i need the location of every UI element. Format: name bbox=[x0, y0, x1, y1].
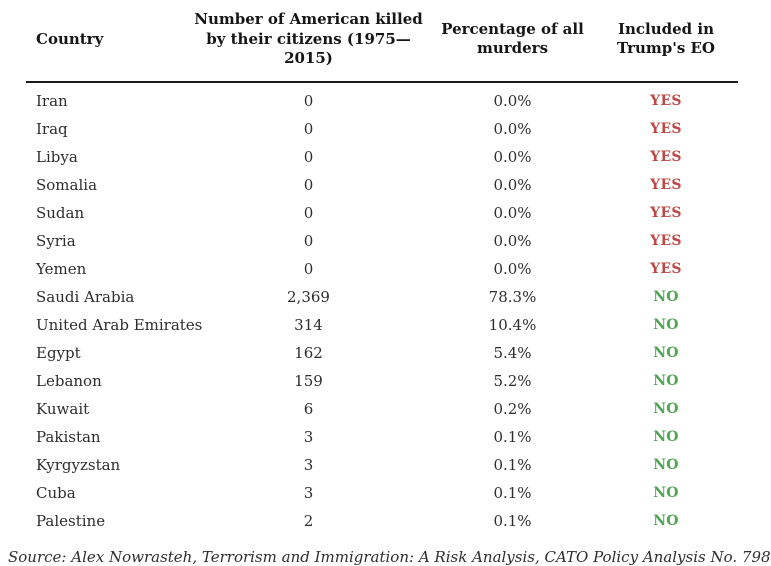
country-cell: Cuba bbox=[36, 483, 76, 502]
table-row bbox=[26, 143, 738, 171]
source-note: Source: Alex Nowrasteh, Terrorism and Immigration: A Risk Analysis, CATO Policy Analysis No. 798 bbox=[8, 547, 771, 566]
header-killed-count: Number of American killed by their citizens (1975—2015) bbox=[186, 6, 431, 82]
eo-cell: YES bbox=[650, 232, 682, 249]
country-cell: Iran bbox=[36, 91, 68, 110]
header-country: Country bbox=[26, 6, 186, 82]
table-row bbox=[26, 507, 738, 535]
table-row bbox=[26, 82, 738, 115]
eo-cell: NO bbox=[653, 484, 679, 501]
eo-cell: NO bbox=[653, 344, 679, 361]
killed-cell: 2,369 bbox=[287, 287, 330, 306]
eo-cell: NO bbox=[653, 400, 679, 417]
percentage-cell: 0.1% bbox=[493, 511, 532, 530]
table-row bbox=[26, 339, 738, 367]
eo-cell: YES bbox=[650, 148, 682, 165]
country-cell: Kyrgyzstan bbox=[36, 455, 121, 474]
table-body bbox=[26, 82, 738, 535]
killed-cell: 0 bbox=[303, 119, 314, 138]
percentage-cell: 0.1% bbox=[493, 455, 532, 474]
header-trump-eo: Included in Trump's EO bbox=[594, 6, 738, 82]
country-cell: Pakistan bbox=[36, 427, 101, 446]
eo-cell: NO bbox=[653, 372, 679, 389]
table-row bbox=[26, 283, 738, 311]
percentage-cell: 5.4% bbox=[493, 343, 532, 362]
country-cell: Kuwait bbox=[36, 399, 90, 418]
eo-cell: NO bbox=[653, 512, 679, 529]
table-row bbox=[26, 171, 738, 199]
killed-cell: 162 bbox=[294, 343, 323, 362]
eo-cell: NO bbox=[653, 316, 679, 333]
country-cell: Somalia bbox=[36, 175, 98, 194]
killed-cell: 2 bbox=[303, 511, 314, 530]
table-row bbox=[26, 479, 738, 507]
percentage-cell: 0.0% bbox=[493, 259, 532, 278]
table-row bbox=[26, 395, 738, 423]
killed-cell: 0 bbox=[303, 259, 314, 278]
killed-cell: 314 bbox=[294, 315, 323, 334]
table-row bbox=[26, 115, 738, 143]
killed-cell: 3 bbox=[303, 427, 314, 446]
percentage-cell: 0.1% bbox=[493, 427, 532, 446]
percentage-cell: 0.0% bbox=[493, 175, 532, 194]
percentage-cell: 0.2% bbox=[493, 399, 532, 418]
killed-cell: 0 bbox=[303, 231, 314, 250]
killed-cell: 0 bbox=[303, 203, 314, 222]
country-cell: Syria bbox=[36, 231, 76, 250]
eo-cell: YES bbox=[650, 204, 682, 221]
eo-cell: YES bbox=[650, 92, 682, 109]
table-row bbox=[26, 451, 738, 479]
eo-cell: NO bbox=[653, 288, 679, 305]
eo-cell: YES bbox=[650, 120, 682, 137]
table-header bbox=[26, 6, 738, 82]
country-cell: Sudan bbox=[36, 203, 85, 222]
eo-cell: YES bbox=[650, 176, 682, 193]
killed-cell: 3 bbox=[303, 455, 314, 474]
percentage-cell: 0.0% bbox=[493, 147, 532, 166]
country-cell: Egypt bbox=[36, 343, 81, 362]
percentage-cell: 78.3% bbox=[488, 287, 537, 306]
killed-cell: 6 bbox=[303, 399, 314, 418]
header-percentage: Percentage of all murders bbox=[431, 6, 594, 82]
killed-cell: 0 bbox=[303, 147, 314, 166]
killed-cell: 159 bbox=[294, 371, 323, 390]
table-row bbox=[26, 199, 738, 227]
country-cell: Palestine bbox=[36, 511, 106, 530]
country-cell: Lebanon bbox=[36, 371, 102, 390]
country-cell: Saudi Arabia bbox=[36, 287, 135, 306]
eo-cell: NO bbox=[653, 456, 679, 473]
table-row bbox=[26, 255, 738, 283]
percentage-cell: 0.0% bbox=[493, 91, 532, 110]
killed-cell: 0 bbox=[303, 175, 314, 194]
country-cell: Yemen bbox=[36, 259, 87, 278]
data-table bbox=[26, 6, 738, 535]
killed-cell: 3 bbox=[303, 483, 314, 502]
percentage-cell: 10.4% bbox=[488, 315, 537, 334]
country-cell: United Arab Emirates bbox=[36, 315, 203, 334]
table-row bbox=[26, 227, 738, 255]
table-row bbox=[26, 423, 738, 451]
table-graphic bbox=[0, 6, 771, 566]
percentage-cell: 0.0% bbox=[493, 119, 532, 138]
percentage-cell: 0.1% bbox=[493, 483, 532, 502]
killed-cell: 0 bbox=[303, 91, 314, 110]
country-cell: Libya bbox=[36, 147, 78, 166]
eo-cell: YES bbox=[650, 260, 682, 277]
table-row bbox=[26, 367, 738, 395]
percentage-cell: 0.0% bbox=[493, 203, 532, 222]
percentage-cell: 5.2% bbox=[493, 371, 532, 390]
percentage-cell: 0.0% bbox=[493, 231, 532, 250]
header-row bbox=[26, 6, 738, 82]
country-cell: Iraq bbox=[36, 119, 68, 138]
eo-cell: NO bbox=[653, 428, 679, 445]
table-row bbox=[26, 311, 738, 339]
